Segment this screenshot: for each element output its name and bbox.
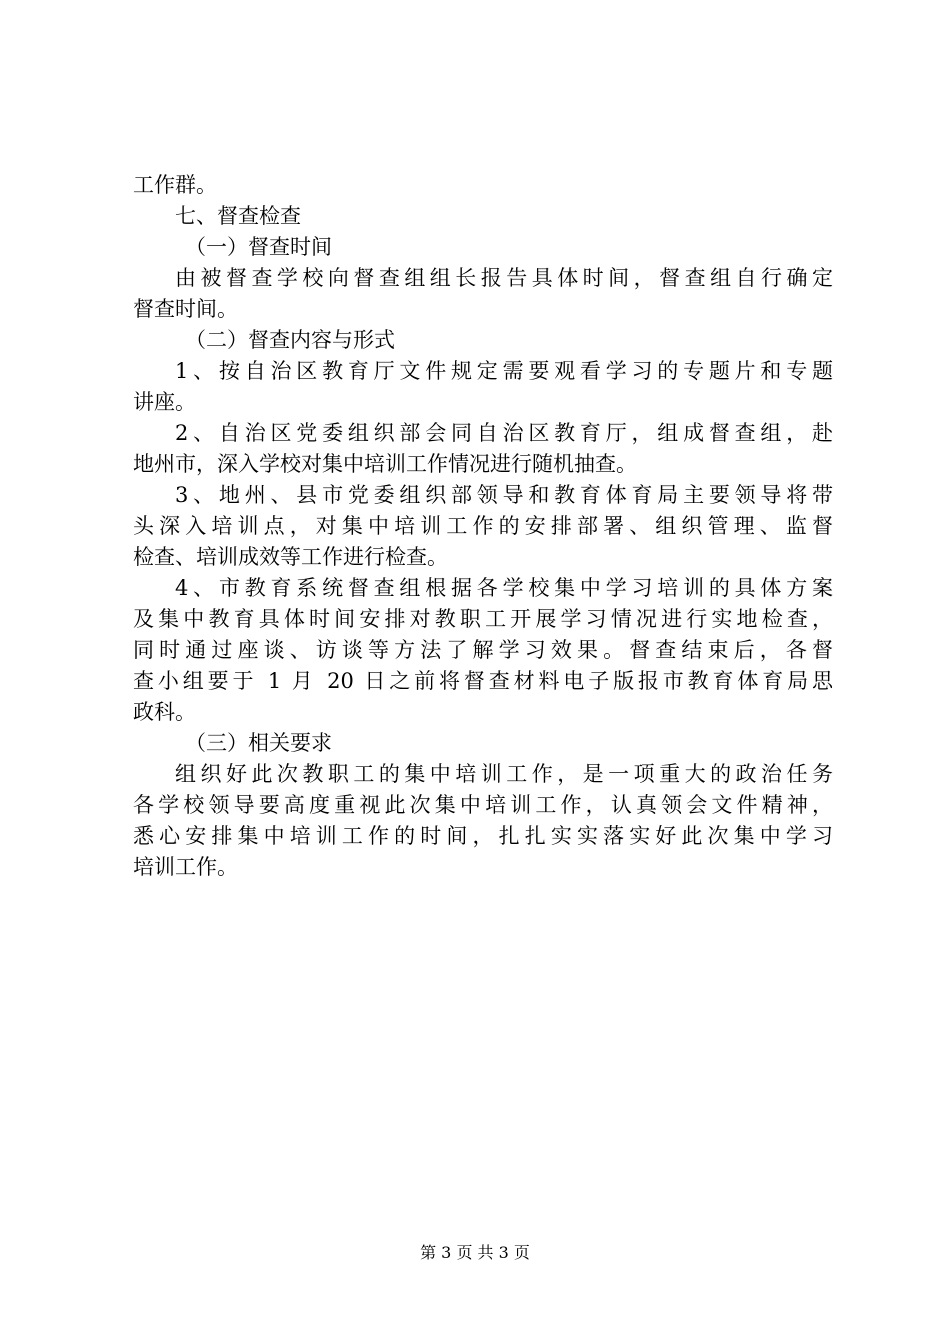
section-heading-supervision: 七、督查检查: [175, 204, 301, 228]
document-body: [133, 170, 833, 883]
body-line: 4、市教育系统督查组根据各学校集中学习培训的具体方案: [175, 576, 833, 600]
body-line: 查小组要于 1 月 20 日之前将督查材料电子版报市教育体育局思: [133, 669, 833, 693]
body-line: 培训工作。: [133, 855, 238, 879]
body-line: 地州市，深入学校对集中培训工作情况进行随机抽查。: [133, 452, 637, 476]
body-line: 同时通过座谈、访谈等方法了解学习效果。督查结束后，各督: [133, 638, 833, 662]
body-line: 1、按自治区教育厅文件规定需要观看学习的专题片和专题: [175, 359, 833, 383]
body-line: 及集中教育具体时间安排对教职工开展学习情况进行实地检查，: [133, 607, 833, 631]
body-line: 政科。: [133, 700, 196, 724]
body-line: 各学校领导要高度重视此次集中培训工作，认真领会文件精神，: [133, 793, 833, 817]
body-line: 督查时间。: [133, 297, 238, 321]
body-line: 检查、培训成效等工作进行检查。: [133, 545, 448, 569]
body-line: 由被督查学校向督查组组长报告具体时间，督查组自行确定: [175, 266, 833, 290]
body-line: 悉心安排集中培训工作的时间，扎扎实实落实好此次集中学习: [133, 824, 833, 848]
body-line: 工作群。: [133, 173, 217, 197]
body-line: 组织好此次教职工的集中培训工作，是一项重大的政治任务: [175, 762, 833, 786]
body-line: 讲座。: [133, 390, 196, 414]
body-line: 头深入培训点，对集中培训工作的安排部署、组织管理、监督: [133, 514, 833, 538]
subheading-requirements: （三）相关要求: [185, 731, 332, 755]
subheading-supervision-content: （二）督查内容与形式: [185, 328, 395, 352]
page-number-footer: 第 3 页 共 3 页: [420, 1243, 530, 1262]
body-line: 2、自治区党委组织部会同自治区教育厅，组成督查组，赴: [175, 421, 833, 445]
subheading-supervision-time: （一）督查时间: [185, 235, 332, 259]
body-line: 3、地州、县市党委组织部领导和教育体育局主要领导将带: [175, 483, 833, 507]
